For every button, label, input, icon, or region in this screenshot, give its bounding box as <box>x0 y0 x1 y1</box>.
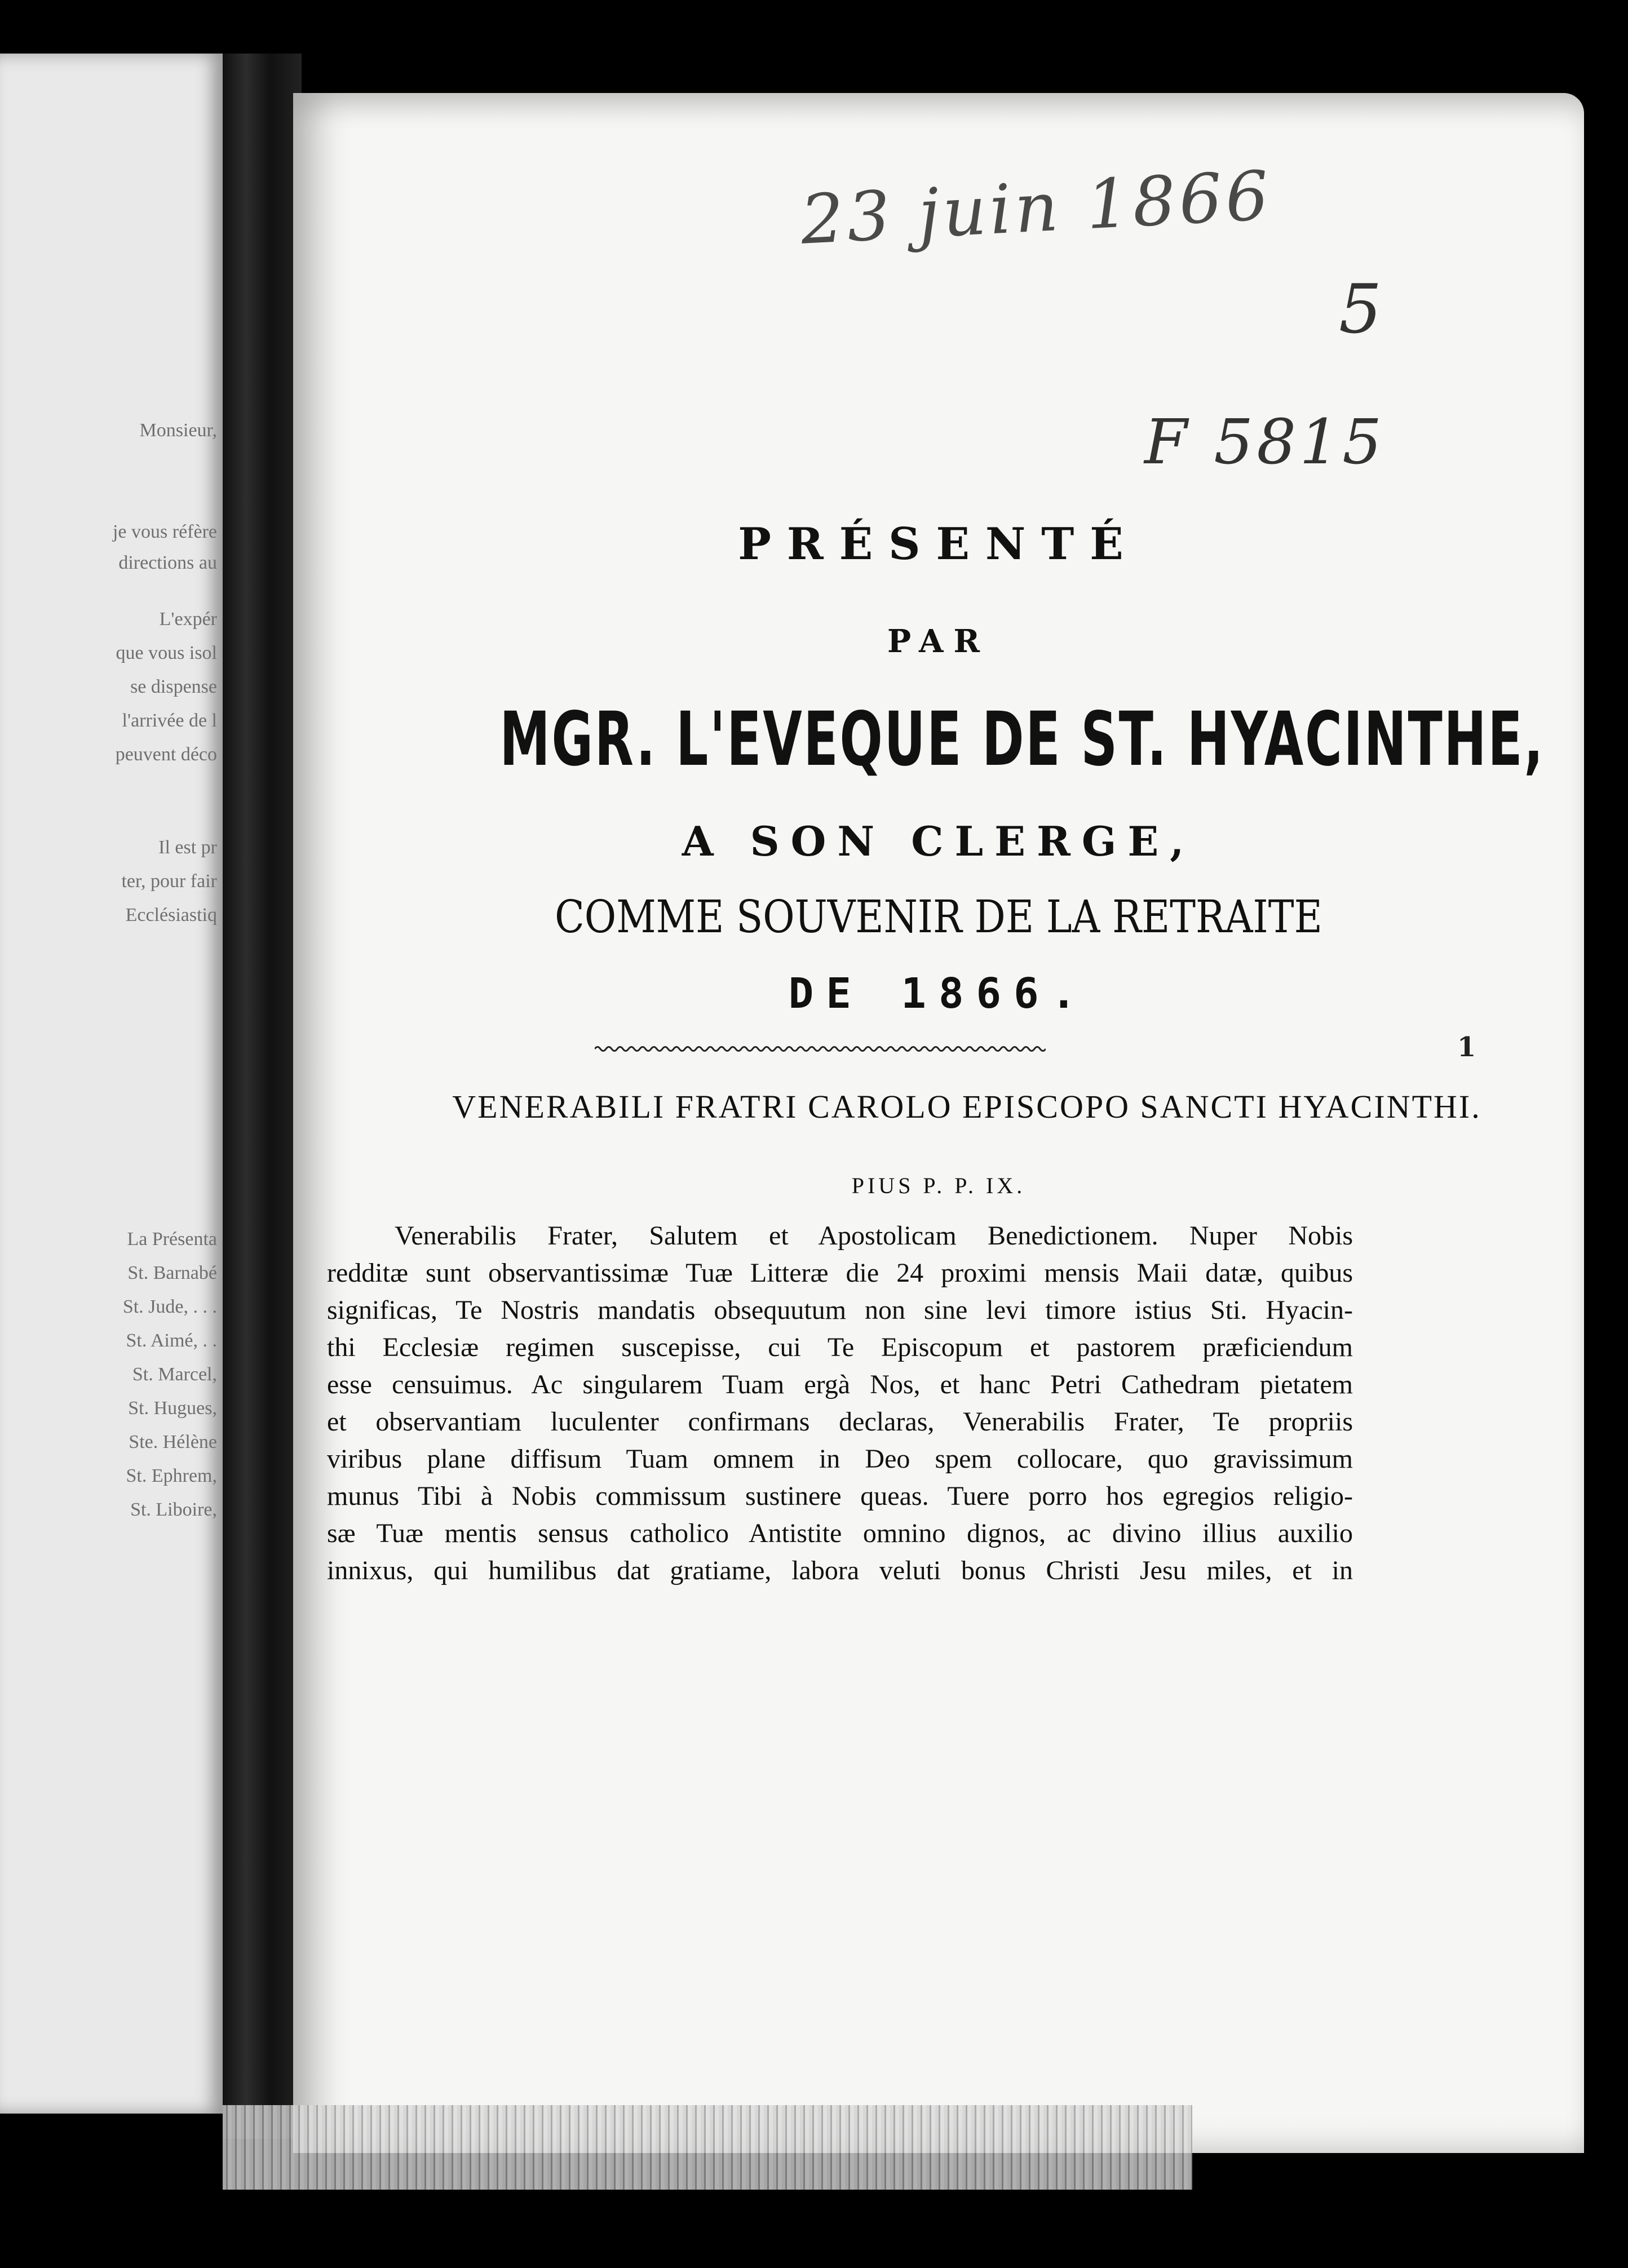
body-line: thi Ecclesiæ regimen suscepisse, cui Te Episcopum et pastorem præficiendum <box>327 1332 1353 1362</box>
left-page-text: que vous isol <box>116 643 217 663</box>
title-clergy: A SON CLERGE, <box>682 817 1196 865</box>
margin-mark: 1 <box>1457 1031 1476 1063</box>
handwritten-reference: F 5815 <box>1144 406 1386 478</box>
title-par: PAR <box>887 623 990 660</box>
left-facing-page <box>0 54 223 2114</box>
body-line: et observantiam luculenter confirmans declaras, Venerabilis Frater, Te propriis <box>327 1407 1353 1437</box>
left-page-text: Il est pr <box>158 837 217 858</box>
left-page-text: je vous réfère <box>112 521 217 542</box>
left-page-text: L'expér <box>159 609 217 630</box>
left-page-text: St. Liboire, <box>130 1499 217 1520</box>
page-stack-edge <box>223 2105 1192 2190</box>
title-bishop: MGR. L'EVEQUE DE ST. HYACINTHE, <box>499 696 1545 783</box>
left-page-text: St. Jude, . . . <box>122 1296 217 1317</box>
left-page-text: St. Aimé, . . <box>126 1330 217 1351</box>
book-binding <box>223 54 302 2139</box>
body-line: viribus plane diffisum Tuam omnem in Deo spem collocare, quo gravissimum <box>327 1444 1353 1474</box>
left-page-text: peuvent déco <box>115 744 217 765</box>
body-line: Venerabilis Frater, Salutem et Apostolicam Benedictionem. Nuper Nobis <box>395 1221 1353 1251</box>
left-page-text: St. Ephrem, <box>126 1465 217 1486</box>
left-page-text: directions au <box>118 552 217 573</box>
letter-sender: PIUS P. P. IX. <box>851 1173 1026 1198</box>
body-line: innixus, qui humilibus dat gratiame, labora veluti bonus Christi Jesu miles, et in <box>327 1556 1353 1585</box>
body-line: redditæ sunt observantissimæ Tuæ Litteræ die 24 proximi mensis Maii datæ, quibus <box>327 1258 1353 1288</box>
left-page-text: La Présenta <box>127 1229 217 1250</box>
title-presente: PRÉSENTÉ <box>738 519 1139 570</box>
left-page-text: St. Barnabé <box>127 1263 217 1283</box>
left-page-text: Monsieur, <box>139 420 217 441</box>
decorative-wavy-rule <box>595 1044 1046 1054</box>
letter-addressee: VENERABILI FRATRI CAROLO EPISCOPO SANCTI HYACINTHI. <box>452 1088 1481 1125</box>
body-line: munus Tibi à Nobis commissum sustinere queas. Tuere porro hos egregios religio- <box>327 1481 1353 1511</box>
left-page-text: l'arrivée de l <box>122 710 217 731</box>
left-page-text: St. Hugues, <box>128 1398 217 1419</box>
body-line: sæ Tuæ mentis sensus catholico Antistite omnino dignos, ac divino illius auxilio <box>327 1518 1353 1548</box>
left-page-text: ter, pour fair <box>121 871 217 892</box>
title-souvenir: COMME SOUVENIR DE LA RETRAITE <box>555 891 1322 943</box>
letter-body <box>327 1217 1353 1589</box>
left-page-text: se dispense <box>130 676 217 697</box>
left-page-text: St. Marcel, <box>132 1364 217 1385</box>
left-page-text: Ste. Hélène <box>129 1432 217 1452</box>
handwritten-date: 23 juin 1866 <box>798 157 1274 260</box>
left-page-text: Ecclésiastiq <box>125 905 217 925</box>
body-line: significas, Te Nostris mandatis obsequutum non sine levi timore istius Sti. Hyacin- <box>327 1295 1353 1325</box>
handwritten-number: 5 <box>1339 271 1382 349</box>
body-line: esse censuimus. Ac singularem Tuam ergà Nos, et hanc Petri Cathedram pietatem <box>327 1370 1353 1399</box>
title-year: DE 1866. <box>788 969 1089 1018</box>
